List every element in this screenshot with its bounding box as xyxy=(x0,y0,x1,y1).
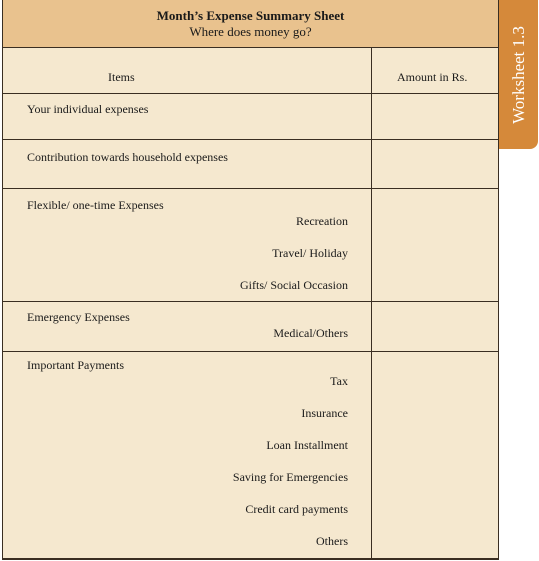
expense-summary-sheet xyxy=(2,0,499,560)
subitem-loan-installment: Loan Installment xyxy=(266,438,348,452)
worksheet-tab xyxy=(499,0,538,149)
column-header-items: Items xyxy=(108,70,135,84)
row-divider xyxy=(3,93,498,94)
sheet-header xyxy=(3,0,498,48)
worksheet-tab-label: Worksheet 1.3 xyxy=(508,25,528,124)
subitem-saving-emergencies: Saving for Emergencies xyxy=(232,470,348,484)
column-header-amount: Amount in Rs. xyxy=(397,70,468,84)
column-divider xyxy=(371,48,372,560)
section-label-flexible-expenses: Flexible/ one-time Expenses xyxy=(27,198,164,212)
bottom-rule xyxy=(3,558,498,560)
subitem-insurance: Insurance xyxy=(301,406,348,420)
row-divider xyxy=(3,351,498,352)
subitem-tax: Tax xyxy=(330,374,348,388)
section-label-household-contribution: Contribution towards household expenses xyxy=(27,150,228,164)
row-divider xyxy=(3,301,498,302)
sheet-subtitle: Where does money go? xyxy=(189,24,312,39)
row-divider xyxy=(3,188,498,189)
section-label-individual-expenses: Your individual expenses xyxy=(27,102,149,116)
subitem-medical-others: Medical/Others xyxy=(273,326,348,340)
subitem-travel-holiday: Travel/ Holiday xyxy=(272,246,348,260)
sheet-title: Month’s Expense Summary Sheet xyxy=(156,8,345,23)
subitem-others: Others xyxy=(316,534,348,548)
subitem-credit-card: Credit card payments xyxy=(245,502,348,516)
section-label-emergency-expenses: Emergency Expenses xyxy=(27,310,130,324)
subitem-gifts-social: Gifts/ Social Occasion xyxy=(240,278,348,292)
row-divider xyxy=(3,139,498,140)
subitem-recreation: Recreation xyxy=(296,214,348,228)
section-label-important-payments: Important Payments xyxy=(27,358,124,372)
